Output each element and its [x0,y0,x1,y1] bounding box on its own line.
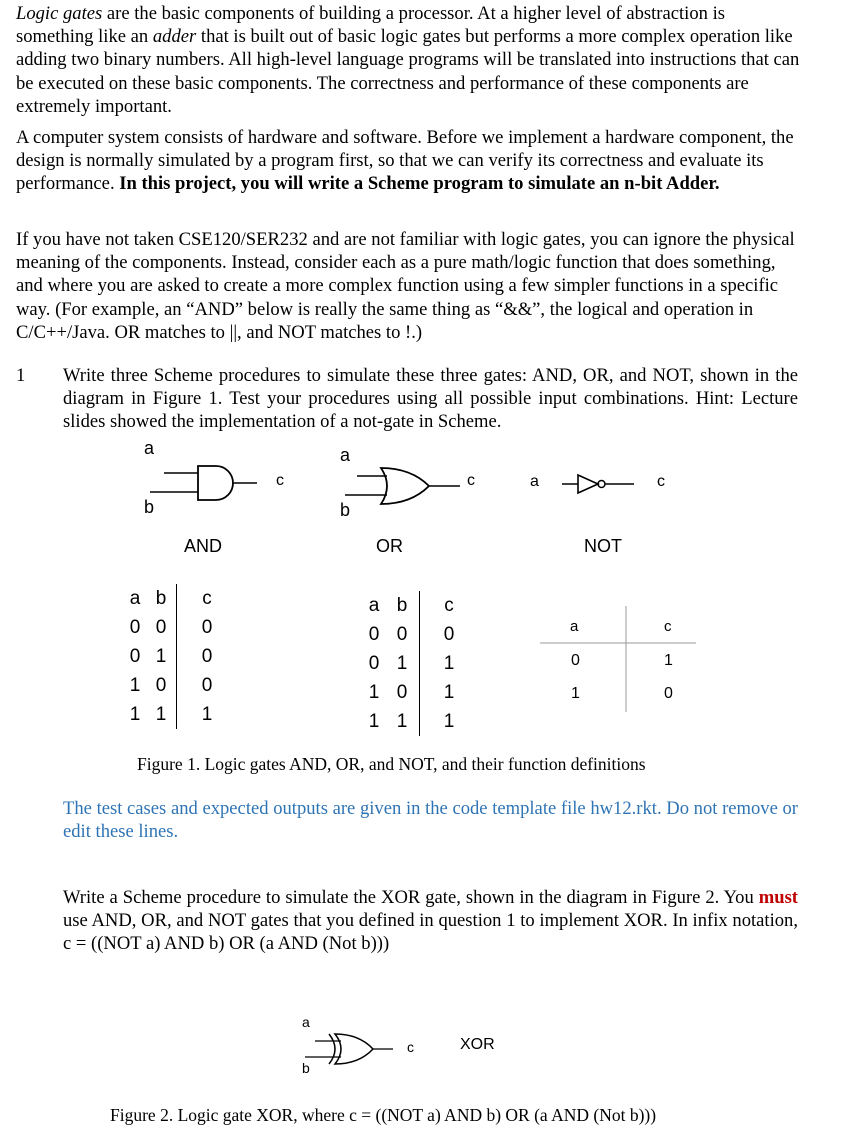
intro-paragraph-1 [16,2,806,118]
and-gate-name: AND [184,536,223,556]
not-cell: 1 [664,652,673,669]
intro-p2-bold: In this project, you will write a Scheme program to simulate an n-bit Adder. [119,173,720,195]
not-cell: 1 [571,685,580,702]
figure-2-caption: Figure 2. Logic gate XOR, where c = ((NOT a) AND b) OR (a AND (Not b))) [110,1105,657,1125]
cell: 1 [146,700,177,729]
term-adder: adder [152,26,197,48]
table-header-row [363,591,478,620]
not-cell: 0 [571,652,580,669]
not-header-c: c [664,618,672,635]
intro-p1-text-b: that is built out of basic logic gates but performs a more complex operation like adding two binary numbers. All high-level language programs will be translated into instructions that can be executed on these basic components. The correctness and performance of these components are extremely important. [16,26,800,117]
or-output-c-label: c [467,472,475,489]
term-logic-gates: Logic gates [16,3,103,24]
or-input-a-label: a [340,445,351,465]
cell: 1 [443,710,455,732]
or-gate-name: OR [376,536,403,556]
cell: 1 [385,649,420,678]
test-cases-note: The test cases and expected outputs are given in the code template file hw12.rkt. Do not remove or edit these lines. [63,798,798,843]
cell: 0 [443,623,455,645]
or-header-b: b [385,591,420,620]
xor-output-c-label: c [407,1039,414,1055]
question-1-text: Write three Scheme procedures to simulate these three gates: AND, OR, and NOT, shown in the diagram in Figure 1. Test your procedures using all possible input combinations. Hint: Lecture slides showed the implementation of a not-gate in Scheme. [63,365,798,433]
intro-paragraph-2 [16,126,806,196]
not-gate-icon [562,472,652,496]
or-input-b-label: b [340,500,351,520]
cell: 0 [129,645,141,667]
table-row [363,649,478,678]
table-row [124,700,237,729]
xor-input-b-label: b [302,1060,310,1076]
and-header-a: a [129,587,141,609]
table-row [124,671,237,700]
table-row [363,620,478,649]
xor-gate-icon [305,1032,405,1066]
and-header-c: c [202,587,212,609]
not-output-c-label: c [657,473,665,490]
table-row [363,678,478,707]
table-header-row [124,584,237,613]
intro-p2-text: A computer system consists of hardware and software. Before we implement a hardware component, the design is normally simulated by a program first, so that we can verify its correctness and evaluate its performance. [16,127,794,195]
not-input-a-label: a [530,473,539,490]
and-truth-table [124,584,237,729]
intro-paragraph-3: If you have not taken CSE120/SER232 and are not familiar with logic gates, you can ignore the physical meaning of the components. Instead, consider each as a pure math/logic function that does something, and where you are asked to create a more complex function using a few simpler functions in a specific way. (For example, an “AND” below is really the same thing as “&&”, the logical and operation in C/C++/Java. OR matches to ||, and NOT matches to !.) [16,229,795,343]
q2-must: must [758,887,798,908]
cell: 0 [201,674,213,696]
and-output-c-label: c [276,472,284,489]
and-input-b-label: b [144,497,155,517]
cell: 0 [129,616,141,638]
and-gate-icon [150,462,270,504]
cell: 1 [368,681,380,703]
not-table-grid-lines [540,606,700,716]
cell: 0 [385,678,420,707]
table-row [124,613,237,642]
or-header-c: c [444,594,454,616]
xor-input-a-label: a [302,1014,310,1030]
cell: 1 [368,710,380,732]
q2-text-a: Write a Scheme procedure to simulate the XOR gate, shown in the diagram in Figure 2. You [63,887,759,908]
cell: 0 [146,671,177,700]
cell: 1 [129,703,141,725]
q2-text-b: use AND, OR, and NOT gates that you defined in question 1 to implement XOR. In infix notation, c = ((NOT a) AND b) OR (a AND (Not b))) [63,910,798,955]
and-header-b: b [146,584,177,613]
cell: 0 [368,652,380,674]
cell: 1 [385,707,420,736]
cell: 0 [201,645,213,667]
cell: 0 [201,616,213,638]
cell: 1 [201,703,213,725]
table-row [124,642,237,671]
cell: 1 [443,652,455,674]
or-gate-icon [345,465,465,507]
table-row [363,707,478,736]
or-header-a: a [368,594,380,616]
question-2-text [63,886,798,956]
not-header-a: a [570,618,579,635]
not-gate-name: NOT [584,536,622,556]
cell: 1 [129,674,141,696]
question-1-number: 1 [16,365,26,386]
xor-gate-name: XOR [460,1036,495,1053]
cell: 0 [385,620,420,649]
intro-p1-text-a: are the basic components of building a processor. At a higher level of abstraction is something like an [16,3,725,48]
or-truth-table [363,591,478,736]
cell: 0 [146,613,177,642]
cell: 1 [146,642,177,671]
cell: 0 [368,623,380,645]
not-cell: 0 [664,685,673,702]
cell: 1 [443,681,455,703]
figure-1-caption: Figure 1. Logic gates AND, OR, and NOT, and their function definitions [137,754,646,774]
and-input-a-label: a [144,438,155,458]
